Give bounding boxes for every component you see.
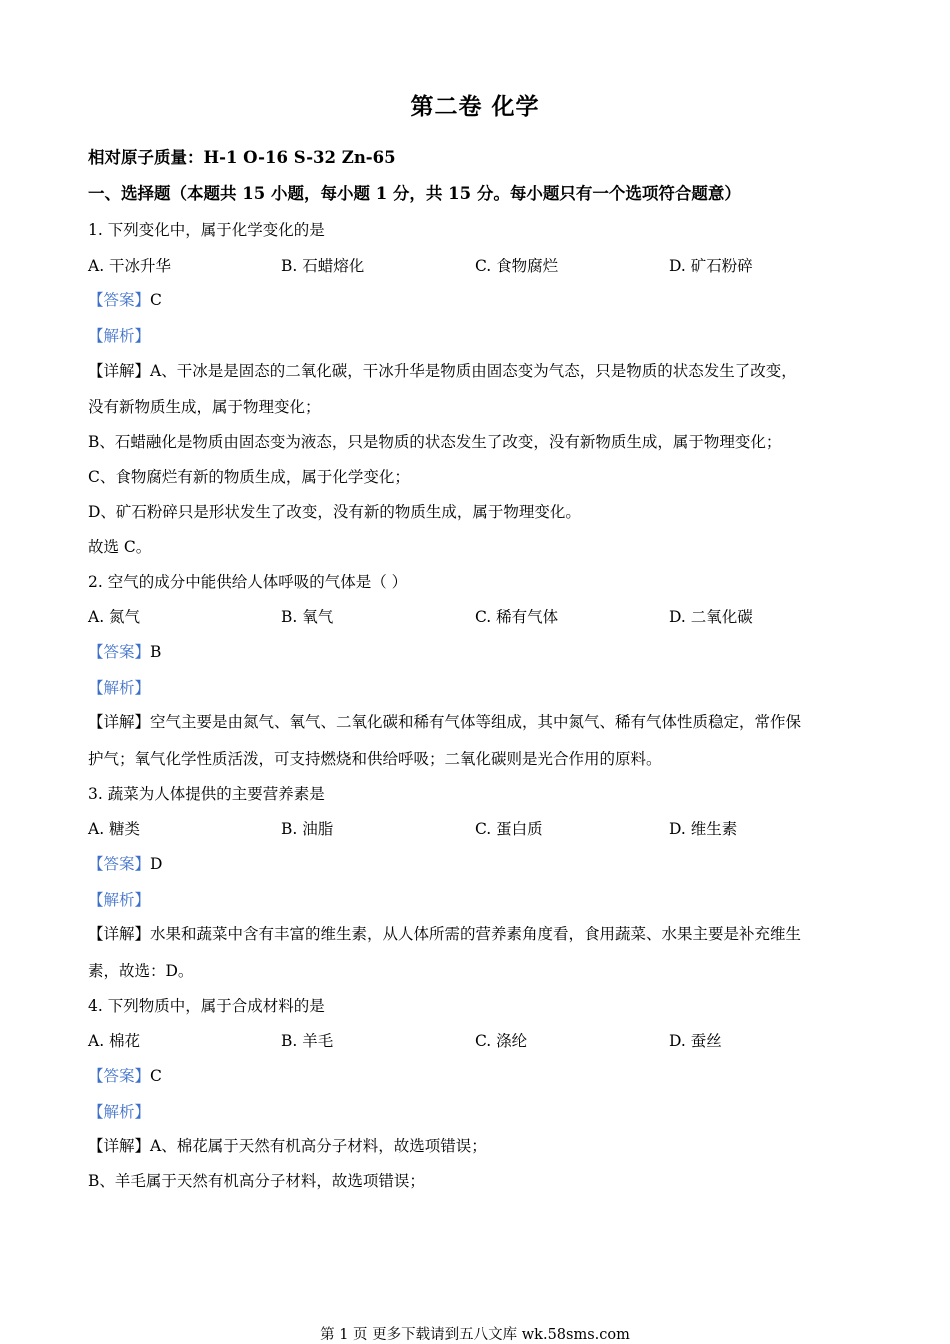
q2-detail-line: 护气；氧气化学性质活泼，可支持燃烧和供给呼吸；二氧化碳则是光合作用的原料。 bbox=[88, 750, 662, 768]
question-4-stem: 4. 下列物质中，属于合成材料的是 bbox=[88, 997, 325, 1015]
q4-detail-line: 【详解】A、棉花属于天然有机高分子材料，故选项错误； bbox=[88, 1137, 487, 1155]
analysis-label: 【解析】 bbox=[88, 891, 151, 909]
q3-option-a: A. 糖类 bbox=[88, 820, 141, 838]
question-3-answer bbox=[88, 854, 878, 874]
q4-option-d: D. 蚕丝 bbox=[669, 1032, 722, 1050]
answer-value: C bbox=[150, 291, 162, 309]
q2-option-a: A. 氮气 bbox=[88, 608, 141, 626]
q3-option-d: D. 维生素 bbox=[669, 820, 738, 838]
answer-value: D bbox=[150, 855, 163, 873]
answer-label: 【答案】 bbox=[88, 643, 151, 661]
q2-detail-line: 【详解】空气主要是由氮气、氧气、二氧化碳和稀有气体等组成，其中氮气、稀有气体性质稳定，常作保 bbox=[88, 713, 802, 731]
q3-detail-line: 素，故选：D。 bbox=[88, 962, 194, 980]
q1-detail-line: B、石蜡融化是物质由固态变为液态，只是物质的状态发生了改变，没有新物质生成，属于物理变化； bbox=[88, 433, 782, 451]
question-2-answer bbox=[88, 642, 878, 662]
q1-detail-line: 故选 C。 bbox=[88, 538, 152, 556]
page-footer: 第 1 页 更多下载请到五八文库 wk.58sms.com bbox=[320, 1327, 630, 1343]
q4-option-a: A. 棉花 bbox=[88, 1032, 141, 1050]
q1-detail-line: 【详解】A、干冰是是固态的二氧化碳，干冰升华是物质由固态变为气态，只是物质的状态发生了改变， bbox=[88, 362, 797, 380]
q4-option-b: B. 羊毛 bbox=[281, 1032, 334, 1050]
q3-option-c: C. 蛋白质 bbox=[475, 820, 543, 838]
q1-option-c: C. 食物腐烂 bbox=[475, 257, 559, 275]
q1-detail-line: C、食物腐烂有新的物质生成，属于化学变化； bbox=[88, 468, 410, 486]
answer-label: 【答案】 bbox=[88, 1067, 151, 1085]
q1-detail-line: 没有新物质生成，属于物理变化； bbox=[88, 398, 321, 416]
question-2-stem: 2. 空气的成分中能供给人体呼吸的气体是（ ） bbox=[88, 573, 408, 591]
analysis-label: 【解析】 bbox=[88, 1103, 151, 1121]
answer-value: C bbox=[150, 1067, 162, 1085]
q2-option-c: C. 稀有气体 bbox=[475, 608, 559, 626]
q2-option-b: B. 氧气 bbox=[281, 608, 334, 626]
page-title: 第二卷 化学 bbox=[410, 93, 540, 120]
q1-option-d: D. 矿石粉碎 bbox=[669, 257, 753, 275]
q4-option-c: C. 涤纶 bbox=[475, 1032, 528, 1050]
q1-detail-line: D、矿石粉碎只是形状发生了改变，没有新的物质生成，属于物理变化。 bbox=[88, 503, 581, 521]
q3-option-b: B. 油脂 bbox=[281, 820, 334, 838]
q1-option-b: B. 石蜡熔化 bbox=[281, 257, 365, 275]
section-heading: 一、选择题（本题共 15 小题，每小题 1 分，共 15 分。每小题只有一个选项符合题意） bbox=[88, 184, 741, 203]
atomic-mass-line: 相对原子质量：H-1 O-16 S-32 Zn-65 bbox=[88, 148, 396, 167]
q4-detail-line: B、羊毛属于天然有机高分子材料，故选项错误； bbox=[88, 1172, 425, 1190]
question-4-answer bbox=[88, 1066, 878, 1086]
analysis-label: 【解析】 bbox=[88, 327, 151, 345]
answer-label: 【答案】 bbox=[88, 291, 151, 309]
question-3-stem: 3. 蔬菜为人体提供的主要营养素是 bbox=[88, 785, 325, 803]
answer-value: B bbox=[150, 643, 162, 661]
question-1-answer bbox=[88, 290, 878, 310]
q3-detail-line: 【详解】水果和蔬菜中含有丰富的维生素，从人体所需的营养素角度看，食用蔬菜、水果主要是补充维生 bbox=[88, 925, 802, 943]
q2-option-d: D. 二氧化碳 bbox=[669, 608, 753, 626]
analysis-label: 【解析】 bbox=[88, 679, 151, 697]
question-1-stem: 1. 下列变化中，属于化学变化的是 bbox=[88, 221, 325, 239]
answer-label: 【答案】 bbox=[88, 855, 151, 873]
q1-option-a: A. 干冰升华 bbox=[88, 257, 172, 275]
